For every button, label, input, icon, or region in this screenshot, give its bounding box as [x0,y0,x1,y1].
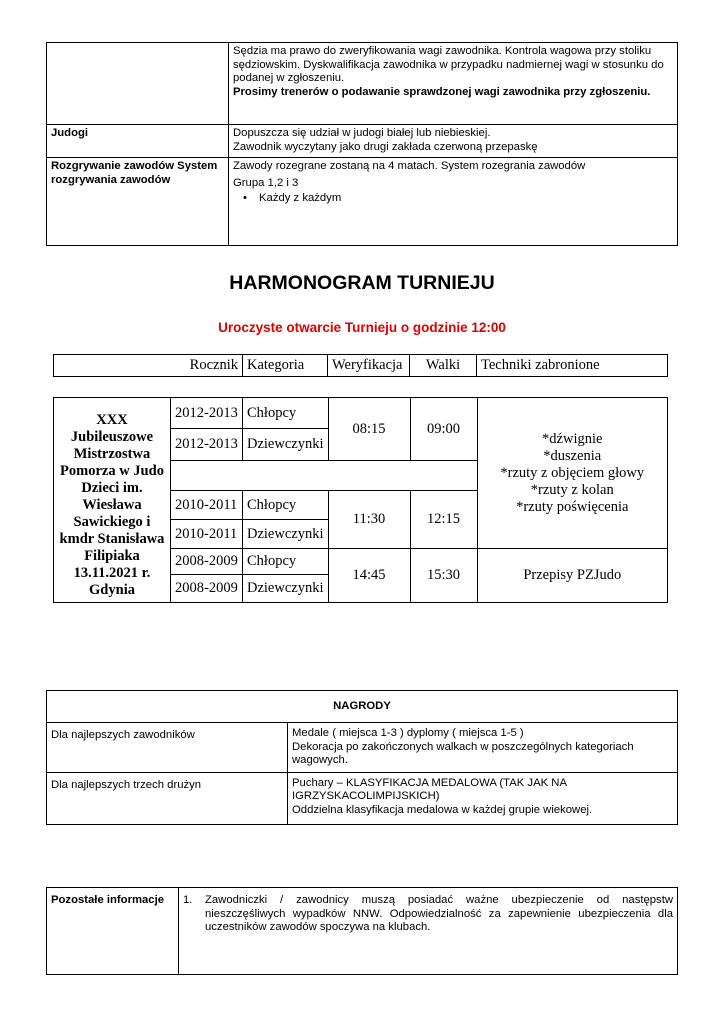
verification-time: 14:45 [328,549,410,603]
other-info-content [179,888,678,975]
spacer-cell [171,461,478,491]
rules-content [229,125,678,158]
prize-content [288,772,678,824]
rules-text: Sędzia ma prawo do zweryfikowania wagi zawodnika. Kontrola wagowa przy stoliku sędziowskim. Dyskwalifikacja zawodnika w przypadku nadmiernej wagi w stosunku do podanej w zgłoszeniu. [233,45,664,84]
list-item: *dźwignie [542,430,603,447]
schedule-header-table [53,354,668,377]
column-header: Techniki zabronione [477,355,668,377]
year-cell: 2012-2013 [171,398,243,429]
rules-text: Zawody rozegrane zostaną na 4 matach. System rozegrania zawodów [233,160,586,172]
list-item: *rzuty poświęcenia [516,498,629,515]
fights-time: 15:30 [410,549,477,603]
column-header: Weryfikacja [328,355,410,377]
prize-label: Dla najlepszych trzech drużyn [47,772,288,824]
rules-text: Dopuszcza się udział w judogi białej lub niebieskiej. [233,127,491,139]
header-spacer [54,355,171,377]
year-cell: 2010-2011 [171,491,243,520]
prizes-table [46,690,678,825]
category-cell: Chłopcy [243,398,329,429]
prize-text: Medale ( miejsca 1-3 ) dyplomy ( miejsca 1-5 ) [292,727,524,739]
list-item: • Każdy z każdym [259,192,673,206]
rules-text-bold: Prosimy trenerów o podawanie sprawdzonej wagi zawodnika przy zgłoszeniu. [233,85,651,98]
category-cell: Dziewczynki [243,429,329,461]
column-header: Walki [410,355,477,377]
verification-time: 11:30 [328,491,410,549]
category-cell: Dziewczynki [243,520,329,549]
other-info-label: Pozostałe informacje [47,888,179,975]
fights-time: 12:15 [410,491,477,549]
rules-content [229,43,678,125]
rules-label: Rozgrywanie zawodów System rozgrywania zawodów [47,158,229,246]
rules-text: Zawodnik wyczytany jako drugi zakłada czerwoną przepaskę [233,140,538,153]
category-cell: Chłopcy [243,549,329,575]
opening-note: Uroczyste otwarcie Turnieju o godzinie 12:00 [218,320,506,335]
schedule-table [53,397,668,603]
item-number: 1. [183,894,193,906]
prize-text: Dekoracja po zakończonych walkach w poszczególnych kategoriach wagowych. [292,740,634,766]
column-header: Kategoria [243,355,328,377]
table-header-row [47,691,678,723]
table-row [47,888,678,975]
rules-row-weight [47,43,678,125]
rules-note: Przepisy PZJudo [477,549,668,603]
rules-bullet-list [259,192,673,206]
rules-table [46,42,678,246]
year-cell: 2010-2011 [171,520,243,549]
rules-label [47,43,229,125]
forbidden-techniques [477,398,668,549]
rules-label: Judogi [47,125,229,158]
list-item: *rzuty z objęciem głowy [500,464,645,481]
rules-row-system [47,158,678,246]
list-item: *duszenia [543,447,602,464]
category-cell: Dziewczynki [243,575,329,603]
year-cell: 2008-2009 [171,549,243,575]
year-cell: 2008-2009 [171,575,243,603]
category-cell: Chłopcy [243,491,329,520]
year-cell: 2012-2013 [171,429,243,461]
table-row [54,398,668,429]
prize-content [288,723,678,773]
item-text: Zawodniczki / zawodnicy muszą posiadać ważne ubezpieczenie od następstw nieszczęśliwych wypadków NNW. Odpowiedzialność za zapewnienie ubezpieczenia dla uczestników zawodów spoczywa na klubach. [205,894,673,933]
list-item [183,894,673,935]
rules-content [229,158,678,246]
list-item: *rzuty z kolan [530,481,614,498]
column-header: Rocznik [171,355,243,377]
prize-text: Puchary – KLASYFIKACJA MEDALOWA (TAK JAK NA IGRZYSKACOLIMPIJSKICH) [292,776,567,802]
table-header-row [54,355,668,377]
verification-time: 08:15 [328,398,410,461]
rules-text: Grupa 1,2 i 3 [233,176,299,189]
event-name: XXX Jubileuszowe Mistrzostwa Pomorza w Judo Dzieci im. Wiesława Sawickiego i kmdr Stanisława Filipiaka 13.11.2021 r. Gdynia [54,398,171,603]
rules-row-judogi [47,125,678,158]
prize-text: Oddzielna klasyfikacja medalowa w każdej grupie wiekowej. [292,803,593,816]
prize-label: Dla najlepszych zawodników [47,723,288,773]
table-row [47,772,678,824]
fights-time: 09:00 [410,398,477,461]
page-title: HARMONOGRAM TURNIEJU [229,272,495,294]
prizes-header: NAGRODY [47,691,678,723]
table-row [47,723,678,773]
other-info-table [46,887,678,975]
